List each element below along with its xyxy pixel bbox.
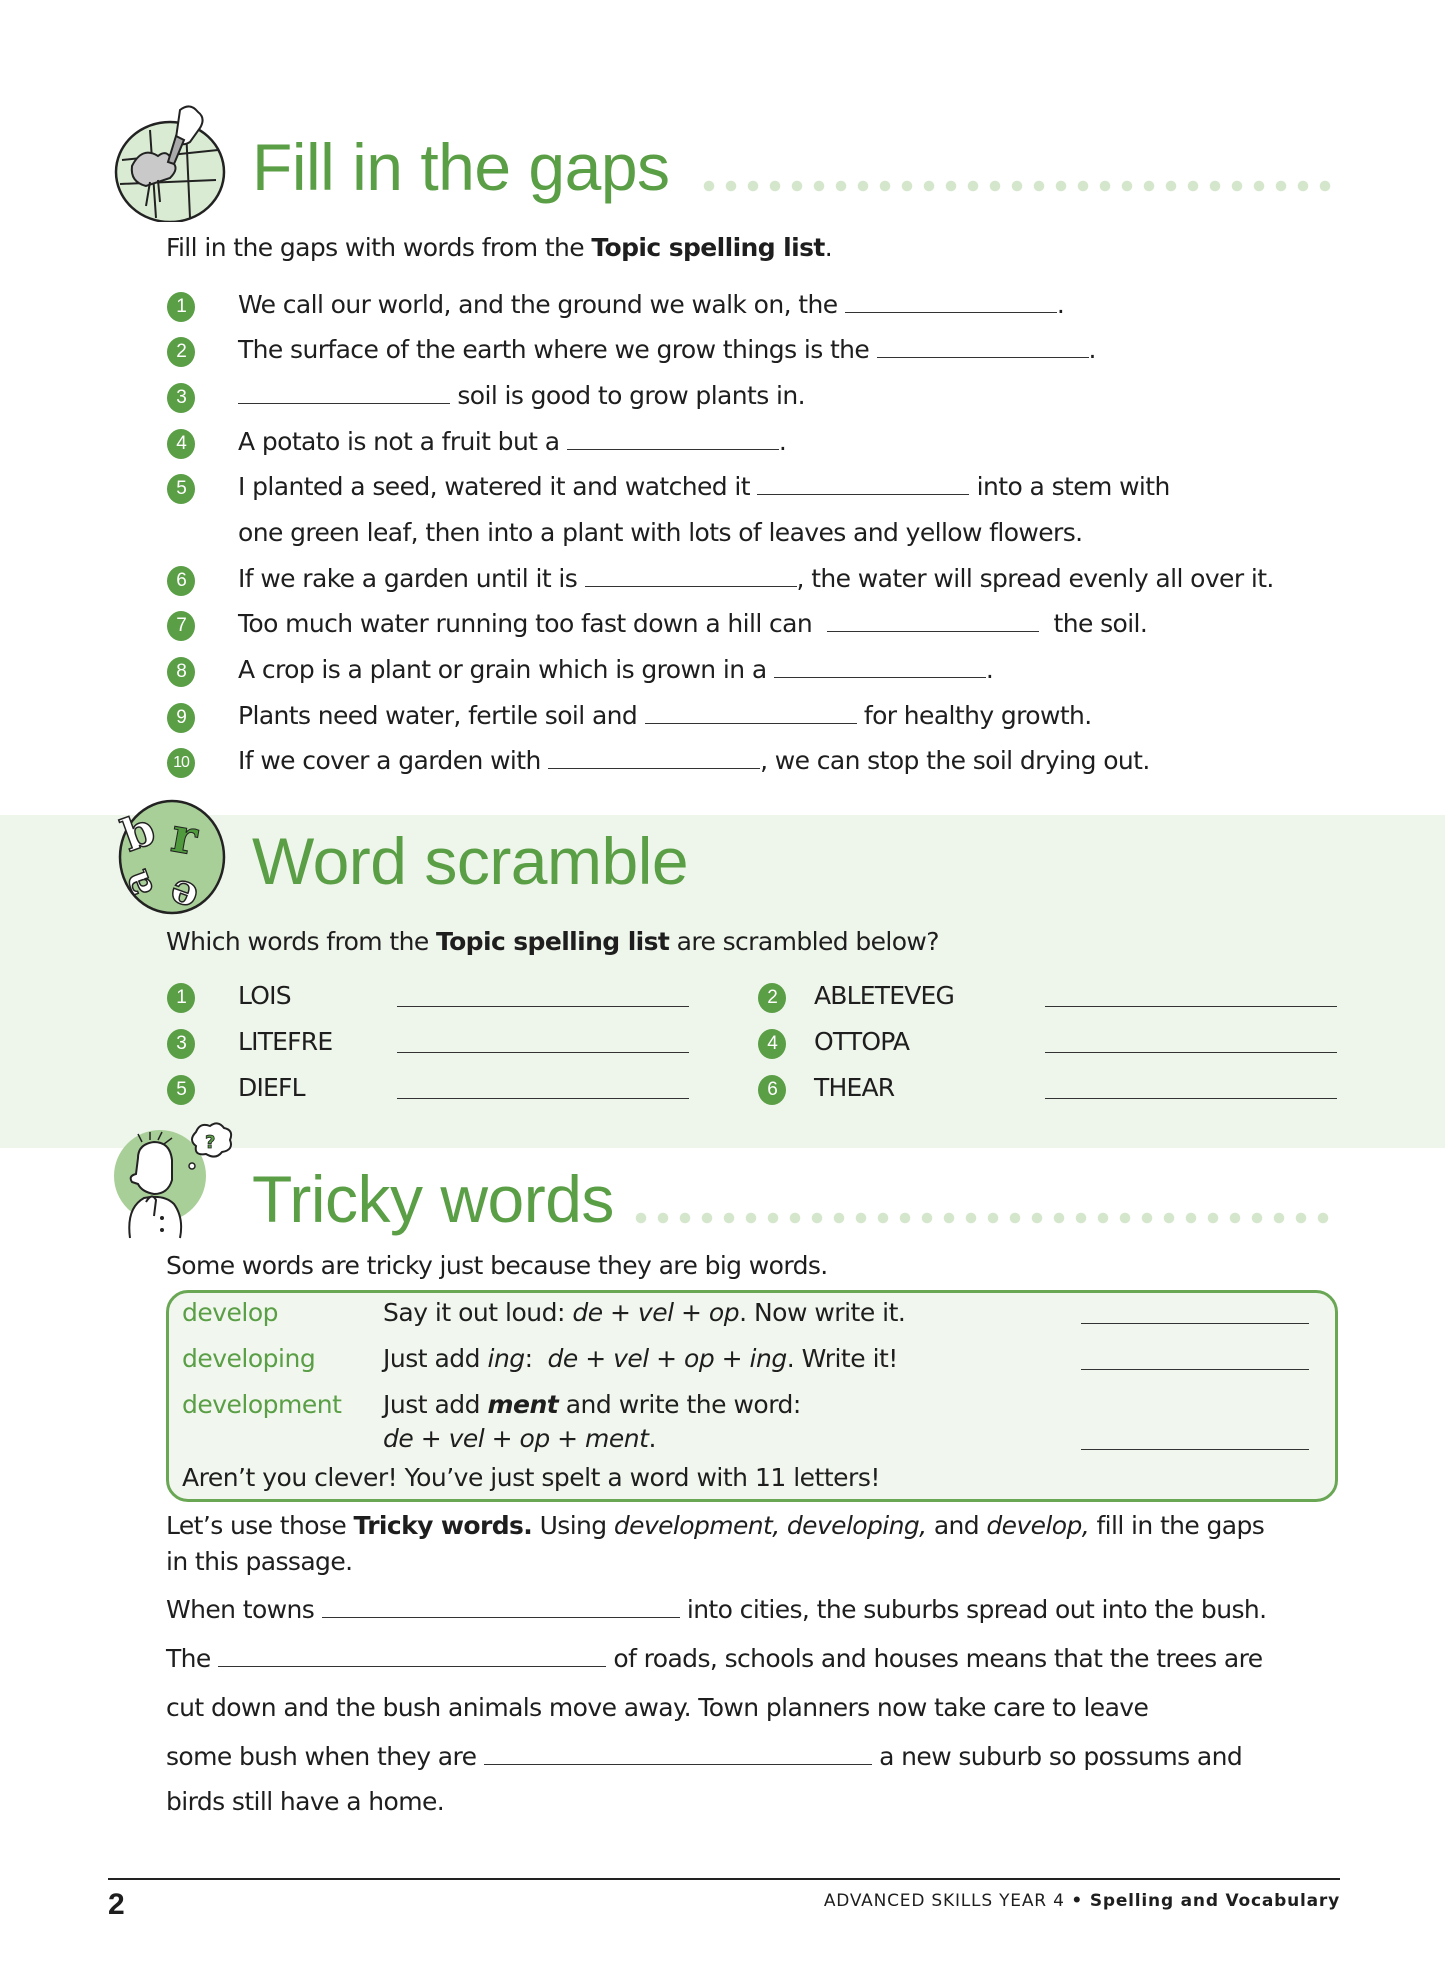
question-5: I planted a seed, watered it and watched it into a stem with [238, 472, 1170, 501]
scrambled-word: ABLETEVEG [814, 981, 955, 1010]
answer-blank[interactable] [238, 384, 450, 404]
tricky-word: development [182, 1390, 342, 1419]
question-4: A potato is not a fruit but a . [238, 427, 787, 456]
passage-intro-line2: in this passage. [166, 1547, 353, 1576]
question-number-badge: 6 [167, 566, 195, 596]
answer-blank[interactable] [757, 475, 969, 495]
svg-text:e: e [162, 868, 204, 917]
item-number-badge: 5 [167, 1075, 195, 1105]
answer-blank[interactable] [1045, 1006, 1337, 1007]
passage-line-5: birds still have a home. [166, 1787, 445, 1816]
answer-blank[interactable] [397, 1006, 689, 1007]
item-number-badge: 6 [758, 1075, 786, 1105]
answer-blank[interactable] [877, 338, 1089, 358]
answer-blank[interactable] [1045, 1052, 1337, 1053]
svg-text:?: ? [205, 1132, 216, 1153]
answer-blank[interactable] [548, 749, 760, 769]
question-number-badge: 1 [167, 292, 195, 322]
answer-blank[interactable] [845, 293, 1057, 313]
scrambled-word: LOIS [238, 981, 291, 1010]
answer-blank[interactable] [218, 1647, 606, 1667]
question-number-badge: 3 [167, 383, 195, 413]
title-dot-leader [698, 179, 1340, 193]
passage-line-2: The of roads, schools and houses means that the trees are [166, 1644, 1263, 1673]
answer-blank[interactable] [1045, 1098, 1337, 1099]
footer-divider [108, 1878, 1340, 1880]
footer-book-title: ADVANCED SKILLS YEAR 4 • Spelling and Vocabulary [823, 1891, 1340, 1911]
passage-line-1: When towns into cities, the suburbs spread out into the bush. [166, 1595, 1267, 1624]
question-number-badge: 5 [167, 474, 195, 504]
item-number-badge: 1 [167, 983, 195, 1013]
question-7: Too much water running too fast down a hill can the soil. [238, 609, 1148, 638]
answer-blank[interactable] [827, 612, 1039, 632]
scrambled-word: OTTOPA [814, 1027, 910, 1056]
item-number-badge: 3 [167, 1029, 195, 1059]
tricky-word-hint: Say it out loud: de + vel + op. Now write it. [383, 1298, 906, 1327]
item-number-badge: 2 [758, 983, 786, 1013]
scrambled-word: THEAR [814, 1073, 895, 1102]
page-number: 2 [108, 1888, 125, 1921]
section-title-fill-in-the-gaps: Fill in the gaps [252, 130, 670, 204]
svg-text:a: a [111, 864, 162, 904]
scrambled-word: LITEFRE [238, 1027, 333, 1056]
congrats-message: Aren’t you clever! You’ve just spelt a word with 11 letters! [182, 1463, 880, 1492]
question-number-badge: 8 [167, 657, 195, 687]
question-2: The surface of the earth where we grow things is the . [238, 335, 1096, 364]
answer-blank[interactable] [1081, 1449, 1309, 1450]
question-10: If we cover a garden with , we can stop the soil drying out. [238, 746, 1150, 775]
answer-blank[interactable] [397, 1052, 689, 1053]
tricky-word-hint-line2: de + vel + op + ment. [383, 1424, 656, 1453]
svg-text:r: r [166, 807, 202, 867]
word-scramble-instruction: Which words from the Topic spelling list are scrambled below? [166, 927, 939, 956]
svg-text:b: b [115, 803, 162, 863]
section-title-word-scramble: Word scramble [252, 824, 689, 898]
answer-blank[interactable] [774, 658, 986, 678]
tricky-word-hint: Just add ing: de + vel + op + ing. Write it! [383, 1344, 898, 1373]
question-9: Plants need water, fertile soil and for healthy growth. [238, 701, 1092, 730]
answer-blank[interactable] [1081, 1323, 1309, 1324]
answer-blank[interactable] [397, 1098, 689, 1099]
answer-blank[interactable] [484, 1745, 872, 1765]
answer-blank[interactable] [645, 704, 857, 724]
question-5-continuation: one green leaf, then into a plant with lots of leaves and yellow flowers. [238, 518, 1083, 547]
passage-intro: Let’s use those Tricky words. Using development, developing, and develop, fill in the gaps [166, 1511, 1265, 1540]
passage-line-4: some bush when they are a new suburb so possums and [166, 1742, 1243, 1771]
item-number-badge: 4 [758, 1029, 786, 1059]
question-number-badge: 9 [167, 703, 195, 733]
section-title-tricky-words: Tricky words [252, 1162, 614, 1236]
fill-gaps-instruction: Fill in the gaps with words from the Topic spelling list. [166, 233, 833, 262]
question-number-badge: 2 [167, 337, 195, 367]
question-number-badge: 10 [167, 748, 195, 778]
tricky-words-instruction: Some words are tricky just because they are big words. [166, 1251, 828, 1280]
question-number-badge: 4 [167, 429, 195, 459]
scrambled-word: DIEFL [238, 1073, 305, 1102]
title-dot-leader [630, 1211, 1338, 1225]
tricky-word: developing [182, 1344, 316, 1373]
passage-line-3: cut down and the bush animals move away. Town planners now take care to leave [166, 1693, 1149, 1722]
answer-blank[interactable] [585, 567, 797, 587]
thinking-boy-icon [108, 1118, 236, 1246]
answer-blank[interactable] [567, 430, 779, 450]
question-8: A crop is a plant or grain which is grown in a . [238, 655, 994, 684]
trowel-planting-tree-icon [110, 100, 232, 222]
answer-blank[interactable] [1081, 1369, 1309, 1370]
tricky-word: develop [182, 1298, 279, 1327]
scrambled-letters-icon [110, 795, 232, 917]
tricky-word-hint: Just add ment and write the word: [383, 1390, 801, 1419]
question-6: If we rake a garden until it is , the water will spread evenly all over it. [238, 564, 1274, 593]
answer-blank[interactable] [322, 1598, 680, 1618]
question-3: soil is good to grow plants in. [238, 383, 805, 408]
question-1: We call our world, and the ground we walk on, the . [238, 290, 1065, 319]
question-number-badge: 7 [167, 611, 195, 641]
